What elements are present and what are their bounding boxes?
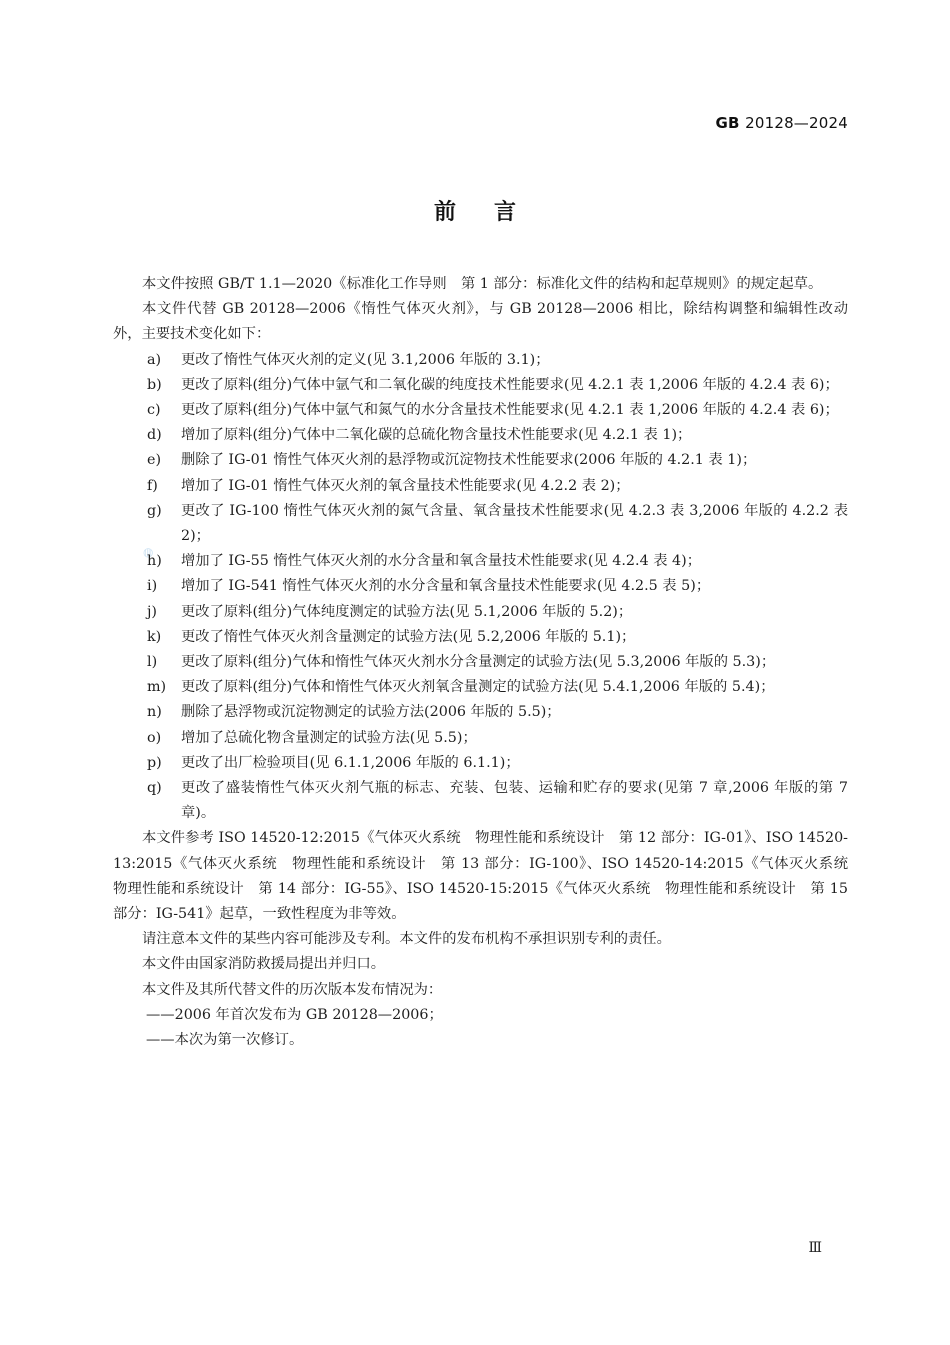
- list-item-text: 更改了盛装惰性气体灭火剂气瓶的标志、充装、包装、运输和贮存的要求(见第 7 章,2006 年版的第 7 章)。: [181, 780, 848, 822]
- list-item: [113, 448, 848, 473]
- list-item: [113, 751, 848, 776]
- list-item-text: 更改了出厂检验项目(见 6.1.1,2006 年版的 6.1.1)；: [181, 754, 520, 771]
- list-item-text: 更改了原料(组分)气体中氩气和二氧化碳的纯度技术性能要求(见 4.2.1 表 1,2006 年版的 4.2.4 表 6)；: [181, 376, 839, 393]
- list-item-text: 增加了 IG-541 惰性气体灭火剂的水分含量和氧含量技术性能要求(见 4.2.5 表 5)；: [181, 578, 711, 595]
- standard-number: [716, 114, 849, 132]
- list-item: [113, 373, 848, 398]
- list-item-label: h): [147, 553, 162, 570]
- list-item-label: o): [147, 729, 162, 746]
- history-item: ——2006 年首次发布为 GB 20128—2006；: [146, 1006, 443, 1023]
- list-item: [113, 423, 848, 448]
- list-item: [113, 348, 848, 373]
- watermark-logo: ◍: [143, 545, 154, 559]
- list-item: [113, 574, 848, 599]
- page-number: Ⅲ: [808, 1240, 822, 1256]
- document-body: [113, 272, 863, 1053]
- list-item-label: k): [147, 628, 162, 645]
- list-item-text: 更改了惰性气体灭火剂的定义(见 3.1,2006 年版的 3.1)；: [181, 351, 550, 368]
- list-item-text: 更改了原料(组分)气体和惰性气体灭火剂氧含量测定的试验方法(见 5.4.1,2006 年版的 5.4)；: [181, 679, 775, 696]
- reference-paragraph: 本文件参考 ISO 14520-12:2015《气体灭火系统 物理性能和系统设计 第 12 部分：IG-01》、ISO 14520-13:2015《气体灭火系统 物理性能和系统设计 第 13 部分：IG-100》、ISO 14520-14:2015《气体灭火系统 物理性能和系统设计 第 14 部分：IG-55》、ISO 14520-15:2015《气体灭火系统 物理性能和系统设计 第 15 部分：IG-541》起草，一致性程度为非等效。: [113, 830, 863, 923]
- list-item-text: 增加了 IG-01 惰性气体灭火剂的氧含量技术性能要求(见 4.2.2 表 2)；: [181, 477, 630, 494]
- list-item: [113, 776, 848, 826]
- list-item-label: p): [147, 754, 162, 771]
- list-item-label: i): [147, 578, 158, 595]
- list-item-label: j): [147, 603, 158, 620]
- list-item-text: 更改了 IG-100 惰性气体灭火剂的氮气含量、氧含量技术性能要求(见 4.2.3 表 3,2006 年版的 4.2.2 表 2)；: [181, 502, 848, 545]
- proposer-paragraph: 本文件由国家消防救援局提出并归口。: [142, 956, 386, 973]
- list-item-text: 增加了总硫化物含量测定的试验方法(见 5.5)；: [181, 729, 477, 746]
- list-item-label: n): [147, 704, 162, 721]
- page-title: 前言: [433, 200, 554, 225]
- patent-notice: 请注意本文件的某些内容可能涉及专利。本文件的发布机构不承担识别专利的责任。: [142, 931, 671, 948]
- history-intro: 本文件及其所代替文件的历次版本发布情况为：: [142, 981, 443, 998]
- list-item-text: 更改了原料(组分)气体纯度测定的试验方法(见 5.1,2006 年版的 5.2)；: [181, 603, 633, 620]
- list-item: [113, 499, 848, 549]
- list-item-label: b): [147, 376, 162, 393]
- list-item-label: l): [147, 654, 158, 671]
- list-item-text: 删除了悬浮物或沉淀物测定的试验方法(2006 年版的 5.5)；: [181, 704, 561, 721]
- list-item-label: q): [147, 780, 162, 797]
- list-item-text: 增加了原料(组分)气体中二氧化碳的总硫化物含量技术性能要求(见 4.2.1 表 1)；: [181, 427, 692, 444]
- list-item-text: 更改了原料(组分)气体中氩气和氮气的水分含量技术性能要求(见 4.2.1 表 1,2006 年版的 4.2.4 表 6)；: [181, 402, 839, 419]
- list-item-label: c): [147, 402, 161, 419]
- intro-paragraph: 本文件代替 GB 20128—2006《惰性气体灭火剂》，与 GB 20128—2006 相比，除结构调整和编辑性改动外，主要技术变化如下：: [113, 301, 848, 343]
- standard-prefix: GB: [715, 114, 740, 132]
- list-item: [113, 398, 848, 423]
- list-item: [113, 625, 848, 650]
- list-item-label: a): [147, 351, 162, 368]
- list-item-text: 增加了 IG-55 惰性气体灭火剂的水分含量和氧含量技术性能要求(见 4.2.4 表 4)；: [181, 553, 702, 570]
- list-item-text: 删除了 IG-01 惰性气体灭火剂的悬浮物或沉淀物技术性能要求(2006 年版的 4.2.1 表 1)；: [181, 452, 757, 469]
- list-item: [113, 726, 848, 751]
- list-item-label: g): [147, 502, 162, 519]
- intro-paragraph: 本文件按照 GB/T 1.1—2020《标准化工作导则 第 1 部分：标准化文件的结构和起草规则》的规定起草。: [142, 276, 823, 292]
- list-item: [113, 650, 848, 675]
- list-item: [113, 675, 848, 700]
- list-item-label: m): [147, 679, 167, 696]
- list-item-text: 更改了原料(组分)气体和惰性气体灭火剂水分含量测定的试验方法(见 5.3,2006 年版的 5.3)；: [181, 654, 776, 671]
- list-item: [113, 549, 848, 574]
- history-item: ——本次为第一次修订。: [146, 1032, 304, 1049]
- list-item-text: 更改了惰性气体灭火剂含量测定的试验方法(见 5.2,2006 年版的 5.1)；: [181, 628, 636, 645]
- list-item-label: f): [147, 477, 158, 494]
- list-item-label: d): [147, 427, 162, 444]
- changes-list: [113, 348, 848, 827]
- list-item-label: e): [147, 452, 162, 469]
- list-item: [113, 600, 848, 625]
- list-item: [113, 700, 848, 725]
- standard-code: 20128—2024: [745, 114, 848, 132]
- list-item: [113, 474, 848, 499]
